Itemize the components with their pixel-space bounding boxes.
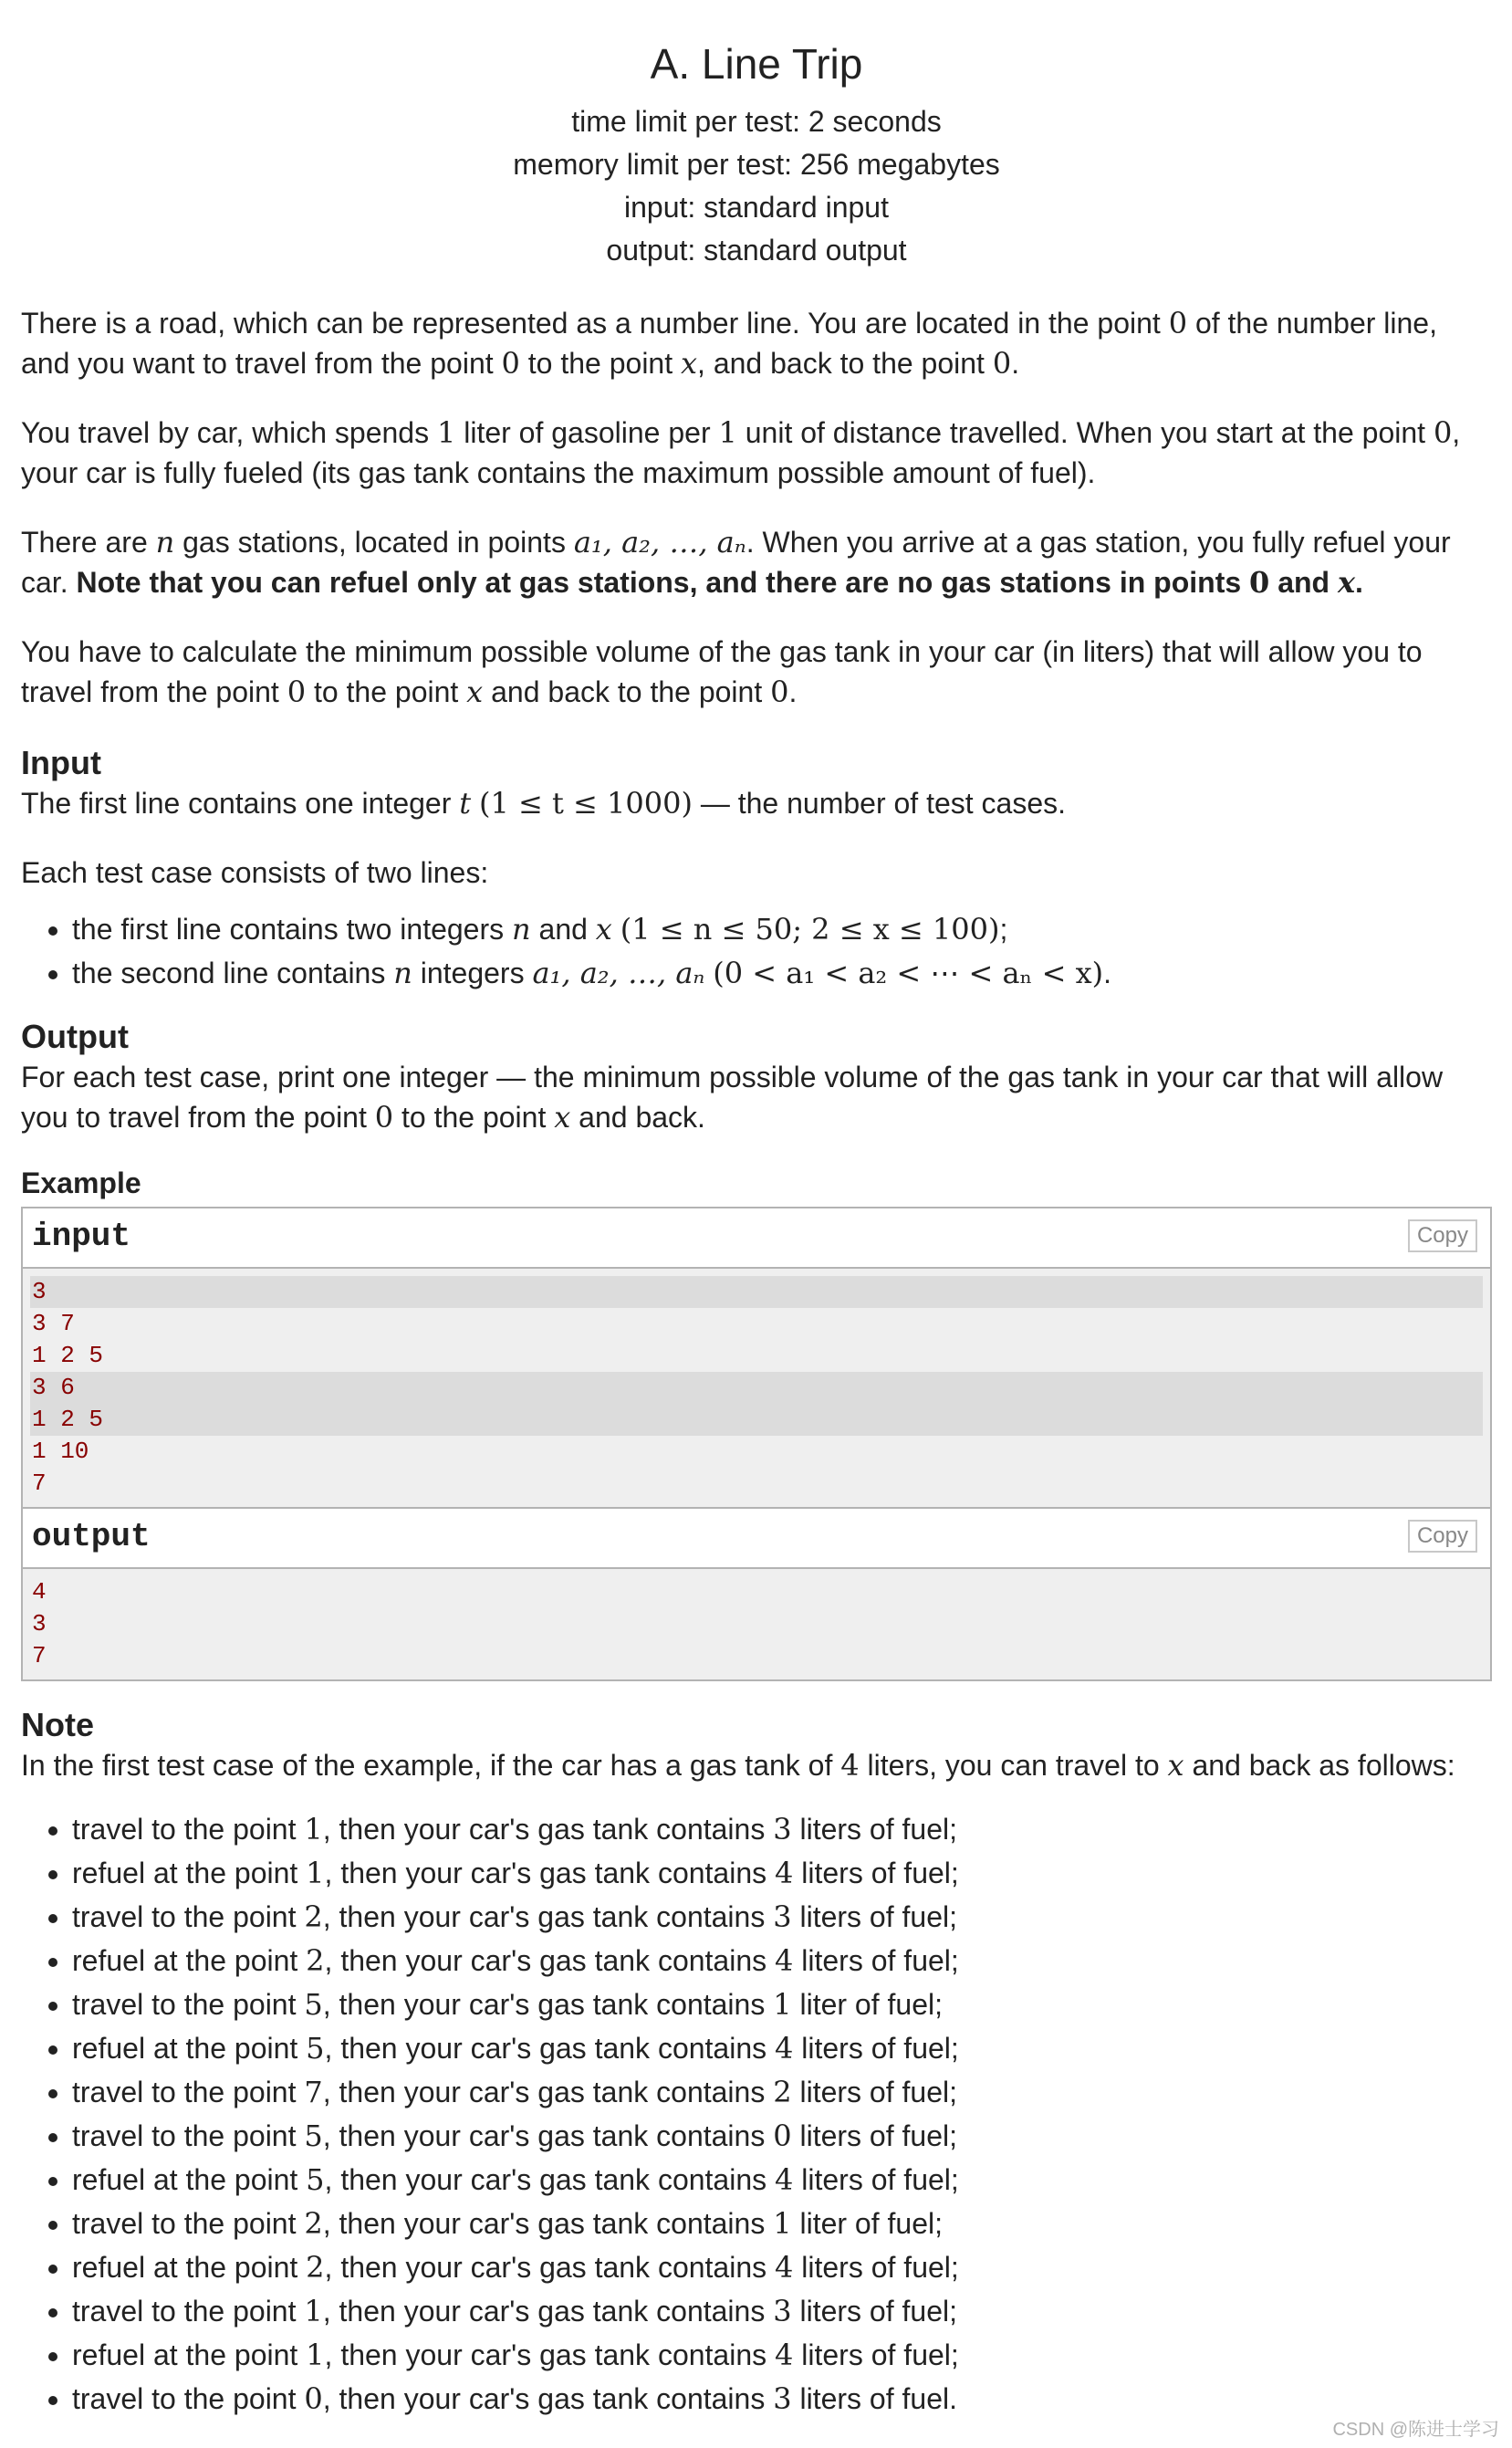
note-step <box>72 2245 1492 2289</box>
text: the second line contains <box>72 957 394 989</box>
text: to the point <box>393 1101 555 1134</box>
text: There is a road, which can be represented as a number line. You are located in the point <box>21 307 1169 340</box>
text: The first line contains one integer <box>21 787 460 820</box>
math: 1 <box>436 415 456 450</box>
problem-title: A. Line Trip <box>650 40 863 88</box>
text: , then your car's gas tank contains <box>322 1900 774 1933</box>
text: to the point <box>306 675 467 708</box>
text: , and back to the point <box>697 347 993 380</box>
math: 0 <box>501 346 520 381</box>
sample-test <box>21 1207 1492 1681</box>
text: For each test case, print one integer — the minimum possible volume of the gas tank in your car that will allow you to travel from the point <box>21 1061 1444 1134</box>
text: , then your car's gas tank contains <box>322 1988 774 2021</box>
text: and back to the point <box>483 675 771 708</box>
text: , then your car's gas tank contains <box>322 1813 774 1846</box>
math: 0 <box>1433 415 1453 450</box>
text: liters of fuel; <box>791 1813 957 1846</box>
text: refuel at the point <box>72 2338 307 2371</box>
text: travel to the point <box>72 2119 305 2152</box>
note-step <box>72 2158 1492 2202</box>
list-item <box>72 907 1492 951</box>
text: travel to the point <box>72 1813 305 1846</box>
output-line: 3 <box>32 1610 47 1637</box>
text: . <box>1355 566 1363 599</box>
text: liters of fuel; <box>791 2119 957 2152</box>
math: x <box>681 346 698 381</box>
math: t <box>459 786 472 821</box>
input-spec: input: standard input <box>624 191 889 224</box>
math: 1 <box>304 2294 323 2328</box>
copy-output-button[interactable]: Copy <box>1408 1520 1477 1553</box>
input-line: 3 7 <box>32 1310 75 1337</box>
math: 5 <box>306 2031 325 2066</box>
math: 4 <box>775 2250 794 2285</box>
math: 4 <box>775 2162 794 2197</box>
note-step-list <box>21 1807 1492 2421</box>
text: liter of gasoline per <box>455 416 719 449</box>
input-line: 1 2 5 <box>32 1342 104 1369</box>
note-step <box>72 2114 1492 2158</box>
note-section-title: Note <box>21 1706 94 1743</box>
note-step <box>72 1895 1492 1939</box>
legend-paragraph-4 <box>21 632 1492 712</box>
math: 3 <box>773 1899 792 1934</box>
math: 5 <box>304 2118 323 2153</box>
math: x <box>595 912 612 947</box>
note-step <box>72 2026 1492 2070</box>
input-paragraph-1 <box>21 783 1492 823</box>
text: , then your car's gas tank contains <box>322 2207 774 2240</box>
math: 2 <box>306 1943 325 1978</box>
input-line: 3 <box>30 1276 1483 1308</box>
text: liter of fuel; <box>791 1988 943 2021</box>
bold-note: Note that you can refuel only at gas stations, and there are no gas stations in points <box>76 566 1250 599</box>
math: 3 <box>773 2381 792 2416</box>
note-step <box>72 2070 1492 2114</box>
note-step <box>72 2377 1492 2421</box>
output-label: output <box>32 1518 151 1555</box>
text: and back as follows: <box>1184 1749 1455 1782</box>
memory-limit: memory limit per test: 256 megabytes <box>513 148 1000 181</box>
example-title: Example <box>21 1166 141 1199</box>
math: x <box>1337 565 1356 600</box>
text: liters of fuel; <box>791 2295 957 2328</box>
text: . <box>788 675 798 708</box>
math: n <box>393 956 412 990</box>
text: , then your car's gas tank contains <box>324 1857 776 1889</box>
input-line: 1 10 <box>32 1438 89 1465</box>
text: , your car is fully fueled (its gas tank contains the maximum possible amount of fuel). <box>21 416 1461 489</box>
text: refuel at the point <box>72 2163 307 2196</box>
problem-header <box>21 0 1492 272</box>
text: You travel by car, which spends <box>21 416 437 449</box>
math: a₁, a₂, …, aₙ <box>532 956 705 990</box>
math: 2 <box>306 2250 325 2285</box>
math: 1 <box>306 2338 325 2372</box>
note-step <box>72 2202 1492 2245</box>
input-label: input <box>32 1218 131 1255</box>
text: travel to the point <box>72 1988 305 2021</box>
legend-paragraph-1 <box>21 303 1492 383</box>
math: 4 <box>775 1856 794 1890</box>
math: 0 <box>287 675 307 709</box>
text: liters of fuel; <box>791 2076 957 2108</box>
math: 0 <box>1249 565 1270 600</box>
text: , then your car's gas tank contains <box>324 1944 776 1977</box>
math: (1 ≤ n ≤ 50; 2 ≤ x ≤ 100) <box>620 912 1000 947</box>
math: 5 <box>306 2162 325 2197</box>
text: and back. <box>570 1101 705 1134</box>
text: . <box>1103 957 1112 989</box>
text: liters of fuel; <box>793 2032 959 2065</box>
math: 5 <box>304 1987 323 2022</box>
text: There are <box>21 526 156 559</box>
legend-paragraph-3 <box>21 522 1492 602</box>
math: 4 <box>775 2338 794 2372</box>
note-step <box>72 1851 1492 1895</box>
text: integers <box>412 957 533 989</box>
math: x <box>554 1100 571 1135</box>
input-line: 7 <box>32 1470 47 1497</box>
text: and <box>1269 566 1338 599</box>
text: liters of fuel; <box>793 2163 959 2196</box>
watermark: CSDN @陈进士学习 <box>1332 2420 1499 2440</box>
text: refuel at the point <box>72 1857 307 1889</box>
text: refuel at the point <box>72 2251 307 2284</box>
output-section-title: Output <box>21 1018 129 1055</box>
text: travel to the point <box>72 1900 305 1933</box>
text: — the number of test cases. <box>692 787 1067 820</box>
note-step <box>72 2333 1492 2377</box>
input-section-title: Input <box>21 744 101 781</box>
math: 0 <box>374 1100 394 1135</box>
text: liters of fuel; <box>793 2251 959 2284</box>
math: 1 <box>306 1856 325 1890</box>
text: , then your car's gas tank contains <box>322 2076 774 2108</box>
text: . When you arrive at a gas station, you fully refuel your car. <box>21 526 1451 599</box>
math: 7 <box>304 2075 323 2109</box>
text: ; <box>999 913 1008 946</box>
time-limit: time limit per test: 2 seconds <box>571 105 942 138</box>
text: of the number line, and you want to travel from the point <box>21 307 1437 380</box>
text: , then your car's gas tank contains <box>324 2251 776 2284</box>
text: , then your car's gas tank contains <box>322 2119 774 2152</box>
text: liters of fuel; <box>793 1944 959 1977</box>
output-paragraph <box>21 1057 1492 1137</box>
math: 1 <box>304 1812 323 1846</box>
text: gas stations, located in points <box>174 526 574 559</box>
text: liters of fuel. <box>791 2382 957 2415</box>
copy-input-button[interactable]: Copy <box>1408 1219 1477 1252</box>
math: (0 < a₁ < a₂ < ⋯ < aₙ < x) <box>713 956 1104 990</box>
math: n <box>512 912 531 947</box>
text: , then your car's gas tank contains <box>322 2382 774 2415</box>
text: , then your car's gas tank contains <box>324 2338 776 2371</box>
list-item <box>72 951 1492 995</box>
math: (1 ≤ t ≤ 1000) <box>479 786 693 821</box>
math: 2 <box>773 2075 792 2109</box>
text: , then your car's gas tank contains <box>324 2163 776 2196</box>
math: 0 <box>992 346 1012 381</box>
text: liters, you can travel to <box>859 1749 1168 1782</box>
text: travel to the point <box>72 2295 305 2328</box>
text: , then your car's gas tank contains <box>322 2295 774 2328</box>
text: liters of fuel; <box>791 1900 957 1933</box>
output-line: 4 <box>32 1578 47 1606</box>
math: 4 <box>775 2031 794 2066</box>
math: x <box>466 675 484 709</box>
text: refuel at the point <box>72 2032 307 2065</box>
text: travel to the point <box>72 2207 305 2240</box>
text: You have to calculate the minimum possible volume of the gas tank in your car (in liters) that will allow you to travel from the point <box>21 635 1423 708</box>
note-step <box>72 1807 1492 1851</box>
math: 2 <box>304 1899 323 1934</box>
output-sample-body <box>23 1569 1490 1679</box>
output-spec: output: standard output <box>606 234 907 267</box>
math: a₁, a₂, …, aₙ <box>573 525 746 560</box>
text: travel to the point <box>72 2382 305 2415</box>
text: unit of distance travelled. When you start at the point <box>736 416 1434 449</box>
math: 3 <box>773 1812 792 1846</box>
output-sample-header <box>23 1507 1490 1569</box>
text: , then your car's gas tank contains <box>324 2032 776 2065</box>
note-step <box>72 1939 1492 1982</box>
math: 1 <box>773 2206 792 2241</box>
text: the first line contains two integers <box>72 913 513 946</box>
text: . <box>1011 347 1020 380</box>
text: to the point <box>519 347 681 380</box>
math: 4 <box>775 1943 794 1978</box>
math: x <box>1167 1748 1184 1783</box>
input-line: 3 6 <box>30 1372 1483 1404</box>
output-line: 7 <box>32 1642 47 1669</box>
math: 0 <box>770 675 789 709</box>
text: travel to the point <box>72 2076 305 2108</box>
text: liters of fuel; <box>793 2338 959 2371</box>
note-step <box>72 1982 1492 2026</box>
input-line: 1 2 5 <box>30 1404 1483 1436</box>
math: 1 <box>773 1987 792 2022</box>
text: liter of fuel; <box>791 2207 943 2240</box>
math: 1 <box>718 415 737 450</box>
input-sample-header <box>23 1208 1490 1269</box>
text: In the first test case of the example, if the car has a gas tank of <box>21 1749 841 1782</box>
input-paragraph-2: Each test case consists of two lines: <box>21 856 489 889</box>
math: 2 <box>304 2206 323 2241</box>
note-intro <box>21 1745 1492 1785</box>
legend-paragraph-2 <box>21 413 1492 493</box>
text: liters of fuel; <box>793 1857 959 1889</box>
input-sample-body <box>23 1269 1490 1507</box>
math: 0 <box>773 2118 792 2153</box>
math: 0 <box>304 2381 323 2416</box>
note-step <box>72 2289 1492 2333</box>
text: and <box>530 913 596 946</box>
text: refuel at the point <box>72 1944 307 1977</box>
math: 0 <box>1168 306 1188 340</box>
input-bullet-list <box>21 907 1492 995</box>
math: 4 <box>840 1748 860 1783</box>
math: 3 <box>773 2294 792 2328</box>
math: n <box>155 525 175 560</box>
